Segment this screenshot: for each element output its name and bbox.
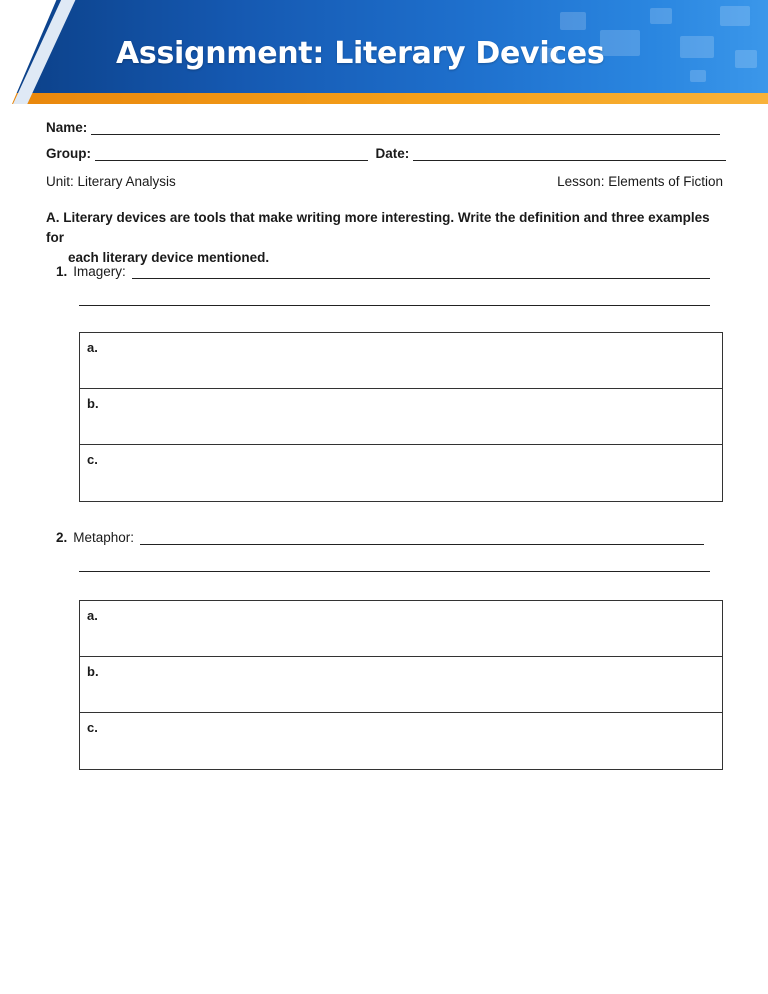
example-label: a.: [87, 340, 98, 355]
name-row: [46, 120, 720, 135]
header-banner: [0, 0, 768, 104]
example-label: a.: [87, 608, 98, 623]
example-cell-b[interactable]: [80, 389, 722, 445]
banner-decoration: [650, 8, 672, 24]
page-title: Assignment: Literary Devices: [116, 36, 605, 71]
date-field[interactable]: [413, 147, 726, 161]
unit-text: Unit: Literary Analysis: [46, 174, 176, 189]
example-label: b.: [87, 396, 99, 411]
banner-decoration: [560, 12, 586, 30]
date-label: Date:: [375, 146, 410, 161]
item-1-definition-field[interactable]: [132, 265, 710, 279]
name-label: Name:: [46, 120, 88, 135]
item-2-definition-row: [56, 530, 704, 545]
item-term: Metaphor:: [73, 530, 135, 545]
example-label: c.: [87, 720, 98, 735]
banner-decoration: [720, 6, 750, 26]
lesson-text: Lesson: Elements of Fiction: [557, 174, 723, 189]
item-term: Imagery:: [73, 264, 126, 279]
example-cell-c[interactable]: [80, 713, 722, 769]
example-cell-b[interactable]: [80, 657, 722, 713]
name-field[interactable]: [91, 121, 720, 135]
banner-decoration: [600, 30, 640, 56]
example-cell-a[interactable]: [80, 601, 722, 657]
instruction-line-2: each literary device mentioned.: [68, 250, 270, 265]
group-label: Group:: [46, 146, 91, 161]
section-a-instructions: [46, 208, 726, 268]
group-field[interactable]: [95, 147, 368, 161]
item-2-definition-field[interactable]: [140, 531, 704, 545]
item-1-definition-row: [56, 264, 710, 279]
banner-accent-stripe: [0, 93, 768, 104]
item-number: 2.: [56, 530, 68, 545]
banner-decoration: [735, 50, 757, 68]
item-2-examples-table: [79, 600, 723, 770]
item-2-definition-line-2[interactable]: [79, 558, 710, 572]
section-letter: A.: [46, 210, 60, 225]
example-cell-c[interactable]: [80, 445, 722, 501]
item-1-definition-line-2[interactable]: [79, 292, 710, 306]
banner-decoration: [690, 70, 706, 82]
example-cell-a[interactable]: [80, 333, 722, 389]
example-label: c.: [87, 452, 98, 467]
item-1-examples-table: [79, 332, 723, 502]
instruction-line-1: Literary devices are tools that make writing more interesting. Write the definition and three examples for: [46, 210, 710, 245]
item-number: 1.: [56, 264, 68, 279]
banner-decoration: [680, 36, 714, 58]
example-label: b.: [87, 664, 99, 679]
group-date-row: [46, 146, 726, 161]
